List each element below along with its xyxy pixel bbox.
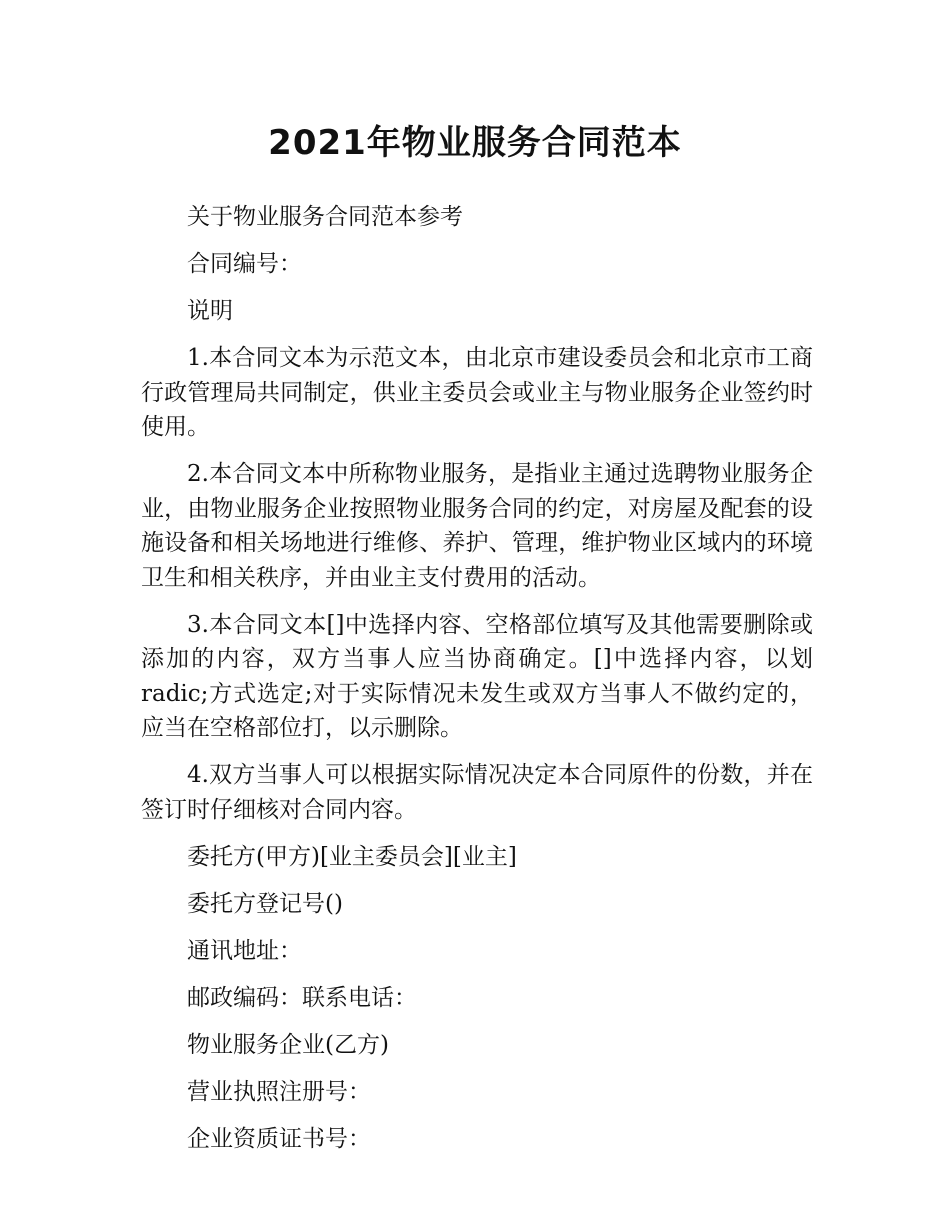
document-body xyxy=(141,200,813,1169)
paragraph-note-4: 4.双方当事人可以根据实际情况决定本合同原件的份数，并在签订时仔细核对合同内容。 xyxy=(141,762,813,823)
paragraph-party-a: 委托方(甲方)[业主委员会][业主] xyxy=(187,843,517,870)
paragraph-party-b: 物业服务企业(乙方) xyxy=(187,1031,389,1058)
paragraph-postcode-phone: 邮政编码：联系电话： xyxy=(187,984,417,1011)
paragraph-note-2: 2.本合同文本中所称物业服务，是指业主通过选聘物业服务企业，由物业服务企业按照物业服务合同的约定，对房屋及配套的设施设备和相关场地进行维修、养护、管理，维护物业区域内的环境卫生和相关秩序，并由业主支付费用的活动。 xyxy=(141,461,813,591)
paragraph-reference: 关于物业服务合同范本参考 xyxy=(187,204,463,230)
paragraph-note-3: 3.本合同文本[]中选择内容、空格部位填写及其他需要删除或添加的内容，双方当事人应当协商确定。[]中选择内容，以划radic;方式选定;对于实际情况未发生或双方当事人不做约定的，应当在空格部位打，以示删除。 xyxy=(141,611,813,741)
paragraph-contract-number: 合同编号： xyxy=(187,251,302,277)
paragraph-notes-heading: 说明 xyxy=(187,298,233,324)
paragraph-qualification-certificate: 企业资质证书号： xyxy=(187,1125,371,1152)
paragraph-party-a-registration: 委托方登记号() xyxy=(187,890,343,917)
paragraph-note-1: 1.本合同文本为示范文本，由北京市建设委员会和北京市工商行政管理局共同制定，供业主委员会或业主与物业服务企业签约时使用。 xyxy=(141,345,813,440)
paragraph-business-license: 营业执照注册号： xyxy=(187,1078,371,1105)
document-title: 2021年物业服务合同范本 xyxy=(268,123,682,163)
paragraph-address: 通讯地址： xyxy=(187,937,302,964)
